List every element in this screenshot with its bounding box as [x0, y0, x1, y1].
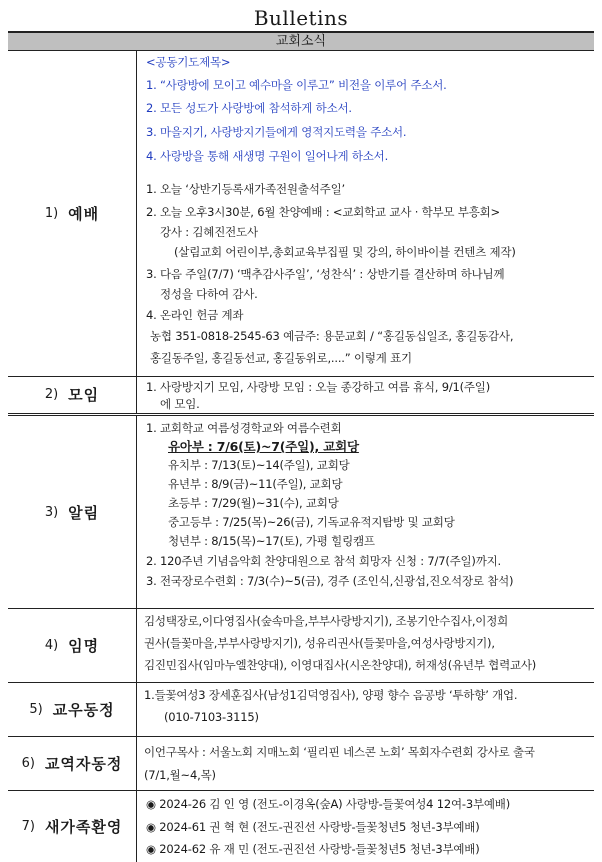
list-item: ◉ 2024-26 김 인 영 (전도-이경옥(숲A) 사랑방-들꽃여성4 12여-3부예배)	[146, 797, 510, 811]
prayer-item: 4. 사랑방을 통해 새생명 구원이 일어나게 하소서.	[146, 149, 389, 163]
list-item: 에 모임.	[160, 397, 200, 411]
list-item: 중고등부 : 7/25(목)~26(금), 기독교유적지탐방 및 교회당	[168, 515, 455, 529]
prayer-item: 1. “사랑방에 모이고 예수마을 이루고” 비전을 이루어 주소서.	[146, 78, 447, 92]
list-item: 김성택장로,이다영집사(숲속마을,부부사랑방지기), 조봉기안수집사,이정희	[144, 614, 509, 628]
section-label	[8, 736, 137, 790]
list-item: 2. 오늘 오후3시30분, 6월 찬양예배 : <교회학교 교사 · 학부모 부흥회>	[146, 205, 500, 219]
section-label	[8, 376, 137, 413]
section-name: 교우동정	[52, 700, 115, 719]
section-content	[144, 416, 588, 608]
section-name: 알림	[68, 503, 100, 522]
section-number: 5)	[29, 701, 43, 717]
section-member-news	[8, 682, 594, 737]
section-name: 새가족환영	[44, 817, 123, 836]
section-name: 모임	[68, 386, 100, 404]
section-number: 7)	[21, 818, 35, 834]
prayer-item: 2. 모든 성도가 사랑방에 참석하게 하소서.	[146, 101, 352, 115]
section-content	[144, 790, 588, 862]
list-item: 권사(들꽃마을,부부사랑방지기), 성유리권사(들꽃마을,여성사랑방지기),	[144, 636, 495, 650]
list-item: (살림교회 어린이부,총회교육부집필 및 강의, 하이바이블 컨텐츠 제작)	[174, 245, 516, 259]
list-item: 강사 : 김혜진전도사	[160, 225, 258, 239]
section-label	[8, 416, 137, 608]
section-number: 6)	[21, 755, 35, 771]
section-label	[8, 608, 137, 682]
list-item: 유치부 : 7/13(토)~14(주일), 교회당	[168, 458, 350, 472]
list-item: 1. 사랑방지기 모임, 사랑방 모임 : 오늘 종강하고 여름 휴식, 9/1(주일)	[146, 380, 491, 394]
list-item: 이언구목사 : 서울노회 지매노회 ‘필리핀 네스콘 노회’ 목회자수련회 강사로 출국	[144, 745, 535, 759]
prayer-title: <공동기도제목>	[146, 55, 231, 69]
section-number: 4)	[44, 637, 59, 653]
section-content	[144, 736, 588, 790]
section-appointment	[8, 608, 594, 683]
list-item: (010-7103-3115)	[164, 710, 259, 724]
section-content	[144, 608, 588, 682]
list-item: 김진민집사(임마누엘찬양대), 이영대집사(시온찬양대), 허재성(유년부 협력교사)	[144, 658, 537, 672]
bank-account: 농협 351-0818-2545-63 예금주: 용문교회 / “홍길동십일조, 홍길동감사,	[150, 329, 514, 343]
section-number: 1)	[44, 205, 59, 221]
prayer-item: 3. 마을지기, 사랑방지기들에게 영적지도력을 주소서.	[146, 125, 407, 139]
list-item: 3. 다음 주일(7/7) ‘맥추감사주일’, ‘성찬식’ : 상반기를 결산하며 하나님께	[146, 267, 505, 281]
section-label	[8, 50, 137, 376]
section-content	[144, 682, 588, 736]
section-worship	[8, 50, 594, 377]
list-item: 유년부 : 8/9(금)~11(주일), 교회당	[168, 477, 343, 491]
list-item: 1. 오늘 ‘상반기등록새가족전원출석주일’	[146, 182, 345, 196]
section-number: 3)	[44, 504, 59, 520]
section-name: 예배	[68, 204, 100, 223]
section-header-bar: 교회소식	[8, 31, 594, 51]
list-item: ◉ 2024-61 권 혁 현 (전도-권진선 사랑방-들꽃청년5 청년-3부예배)	[146, 820, 480, 834]
page-title: Bulletins	[253, 6, 349, 30]
list-item: 초등부 : 7/29(월)~31(수), 교회당	[168, 496, 339, 510]
section-content	[144, 376, 588, 413]
highlighted-schedule: 유아부 : 7/6(토)~7(주일), 교회당	[168, 439, 359, 454]
list-item: (7/1,월~4,목)	[144, 768, 216, 782]
section-meeting	[8, 376, 594, 416]
list-item: 2. 120주년 기념음악회 찬양대원으로 참석 희망자 신청 : 7/7(주일)까지.	[146, 554, 501, 568]
list-item: 정성을 다하여 감사.	[160, 287, 258, 301]
list-item: 1. 교회학교 여름성경학교와 여름수련회	[146, 421, 342, 435]
list-item: 4. 온라인 헌금 계좌	[146, 308, 244, 322]
section-number: 2)	[44, 387, 59, 402]
section-notice	[8, 416, 594, 609]
section-label	[8, 682, 137, 736]
section-minister-news	[8, 736, 594, 791]
section-content	[144, 50, 588, 376]
list-item: 1.들꽃여성3 장세훈집사(남성1김덕영집사), 양평 향수 음공방 ‘투하향’ 개업.	[144, 688, 518, 702]
section-name: 교역자동정	[44, 754, 123, 773]
list-item: 청년부 : 8/15(목)~17(토), 가평 힐링캠프	[168, 534, 375, 548]
section-new-family	[8, 790, 594, 862]
section-name: 임명	[68, 636, 100, 655]
section-label	[8, 790, 137, 862]
list-item: 홍길동주일, 홍길동선교, 홍길동위로,....” 이렇게 표기	[150, 351, 412, 365]
list-item: ◉ 2024-62 유 재 민 (전도-권진선 사랑방-들꽃청년5 청년-3부예배)	[146, 842, 480, 856]
list-item: 3. 전국장로수련회 : 7/3(수)~5(금), 경주 (조인식,신광섭,진오석장로 참석)	[146, 574, 514, 588]
